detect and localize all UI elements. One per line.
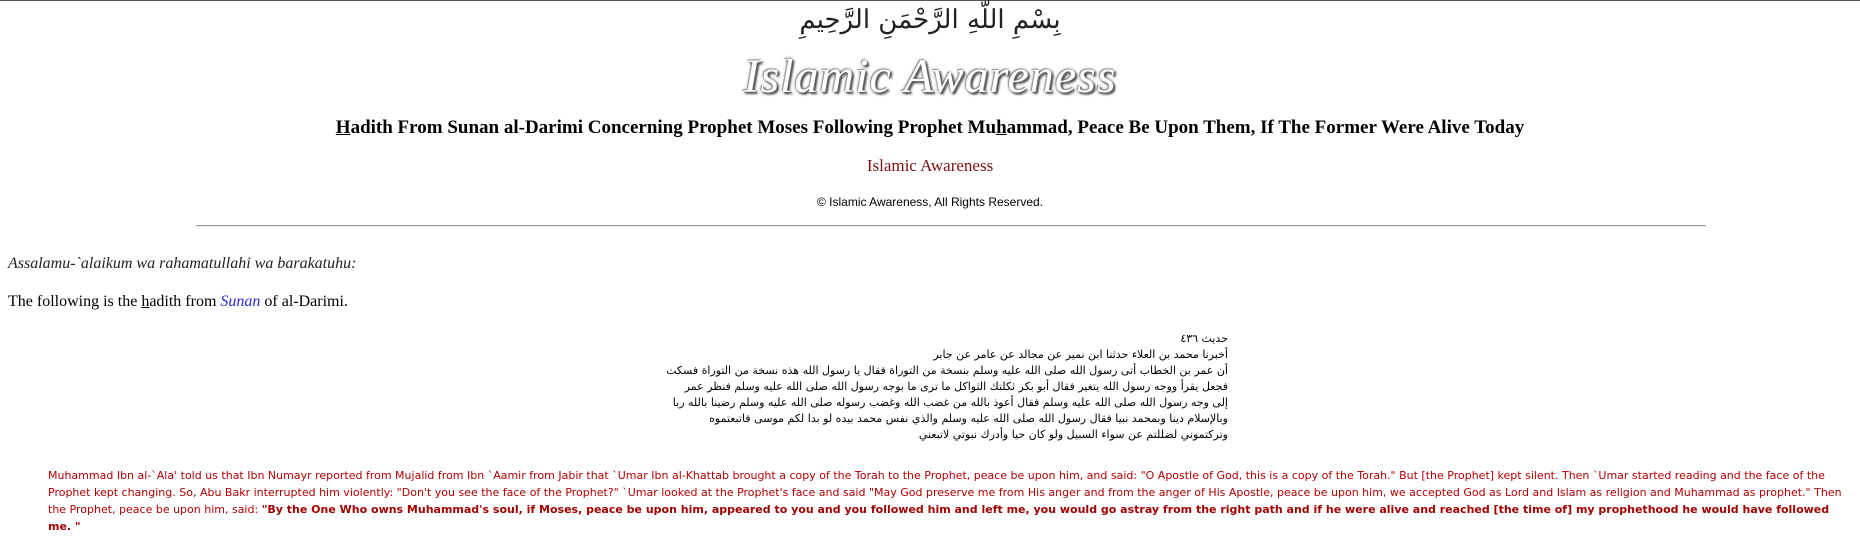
greeting-text: Assalamu-`alaikum wa rahamatullahi wa barakatuhu: bbox=[8, 255, 357, 272]
arabic-line: وبالإسلام دينا وبمحمد نبيا فقال رسول الله صلى الله عليه وسلم والذي نفس محمد بيده لو بدا لكم موسى فاتبعتموه bbox=[709, 412, 1228, 425]
translation-prophet-quote: "By the One Who owns Muhammad's soul, if Moses, peace be upon him, appeared to you and you followed him and left me, you would go astray from the right path and if he were alive and reached [the time of] my prophethood he would have followed me. " bbox=[48, 503, 1830, 533]
intro-underlined-h: h bbox=[141, 293, 150, 310]
arabic-line: إلى وجه رسول الله صلى الله عليه وسلم فقال أعوذ بالله من غضب الله وغضب رسوله صلى الله عليه وسلم رضينا بالله ربا bbox=[672, 396, 1228, 409]
basmala-calligraphy: بِسْمِ اللَّهِ الرَّحْمَنِ الرَّحِيمِ bbox=[799, 5, 1061, 35]
english-translation bbox=[48, 467, 1843, 535]
arabic-line: أن عمر بن الخطاب أتى رسول الله صلى الله عليه وسلم بنسخة من التوراة فقال يا رسول الله هذه نسخة من التوراة فسكت bbox=[666, 364, 1228, 377]
copyright-notice: © Islamic Awareness, All Rights Reserved. bbox=[816, 195, 1044, 209]
intro-middle: adith from bbox=[149, 293, 221, 310]
arabic-hadith-text bbox=[640, 331, 1228, 443]
sunan-link[interactable]: Sunan bbox=[220, 293, 261, 310]
title-text-1: adith From Sunan al-Darimi Concerning Prophet Moses Following Prophet Mu bbox=[350, 117, 997, 138]
arabic-line: فجعل يقرأ ووجه رسول الله يتغير فقال أبو بكر ثكلتك الثواكل ما ترى ما بوجه رسول الله صلى الله عليه وسلم فنظر عمر bbox=[684, 380, 1228, 393]
intro-prefix: The following is the bbox=[8, 293, 142, 310]
intro-paragraph bbox=[8, 293, 348, 311]
page-title bbox=[0, 117, 1860, 139]
translation-narration: Muhammad Ibn al-`Ala' told us that Ibn Numayr reported from Mujalid from Ibn `Aamir from Jabir that `Umar Ibn al-Khattab brought a copy of the Torah to the Prophet, peace be upon him, and said: "O Apostle of God, this is a copy of the Torah." But [the Prophet] kept silent. Then `Umar started reading and the face of the Prophet kept changing. So, Abu Bakr interrupted him violently: "Don't you see the face of the Prophet?" `Umar looked at the Prophet's face and said "May God preserve me from His anger and from the anger of His Apostle, peace be upon him, we accepted God as Lord and Islam as religion and Muhammad as prophet." Then the Prophet, peace be upon him, said: bbox=[48, 469, 1842, 516]
title-initial: H bbox=[335, 117, 351, 138]
site-subtitle: Islamic Awareness bbox=[866, 156, 994, 175]
title-underlined-h: h bbox=[996, 117, 1007, 138]
arabic-line: حديث ٤٣٦ bbox=[1180, 332, 1228, 345]
arabic-line: أخبرنا محمد بن العلاء حدثنا ابن نمير عن مجالد عن عامر عن جابر bbox=[933, 348, 1228, 361]
horizontal-divider bbox=[196, 225, 1706, 227]
site-logo: Islamic Awareness bbox=[743, 50, 1117, 103]
title-text-2: ammad, Peace Be Upon Them, If The Former Were Alive Today bbox=[1006, 117, 1525, 138]
arabic-line: وتركتموني لضللتم عن سواء السبيل ولو كان حيا وأدرك نبوتي لاتبعني bbox=[918, 428, 1228, 441]
intro-suffix: of al-Darimi. bbox=[260, 293, 348, 310]
